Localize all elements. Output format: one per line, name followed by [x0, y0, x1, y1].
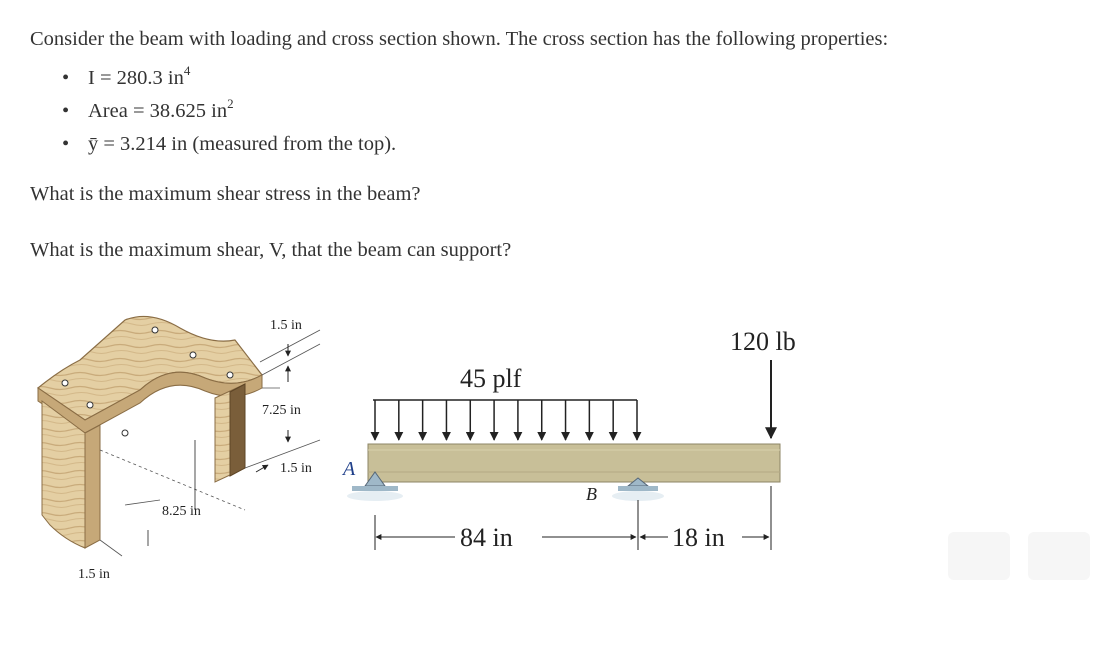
dim-web-thickness-label: 1.5 in: [280, 461, 312, 476]
distributed-load-arrows: [375, 400, 637, 440]
property-centroid-text: ȳ = 3.214 in (measured from the top).: [88, 133, 397, 155]
cross-section-drawing: [38, 316, 320, 582]
question-2: What is the maximum shear, V, that the beam can support?: [30, 239, 512, 261]
faint-button-left[interactable]: [948, 532, 1010, 580]
properties-list: [62, 62, 397, 161]
support-a-label: A: [343, 458, 356, 480]
span-ab-label: 84 in: [460, 523, 513, 552]
exponent: 2: [227, 96, 234, 111]
nail-icon: [122, 430, 128, 436]
question-1: What is the maximum shear stress in the beam?: [30, 183, 421, 205]
property-inertia: [62, 62, 396, 95]
bullet: •: [62, 67, 70, 89]
support-b-label: B: [586, 484, 597, 504]
property-centroid: [62, 128, 397, 161]
dim-flange-width-label: 8.25 in: [162, 504, 201, 519]
beam-drawing: [341, 327, 796, 552]
nail-icon: [190, 352, 196, 358]
exponent: 4: [183, 63, 191, 78]
property-area-text: Area = 38.625 in: [88, 100, 228, 122]
point-load-label: 120 lb: [730, 327, 796, 356]
nail-icon: [62, 380, 68, 386]
property-area: [62, 95, 396, 128]
bullet: •: [62, 133, 70, 155]
beam-figure: [30, 300, 810, 600]
nail-icon: [87, 402, 93, 408]
dim-top-flange-label: 1.5 in: [270, 318, 302, 333]
property-inertia-text: I = 280.3 in: [88, 67, 184, 89]
nail-icon: [152, 327, 158, 333]
intro-text: Consider the beam with loading and cross section shown. The cross section has the following properties:: [30, 28, 889, 50]
faint-button-right[interactable]: [1028, 532, 1090, 580]
dim-web-height-label: 7.25 in: [262, 403, 301, 418]
distributed-load-label: 45 plf: [460, 364, 522, 393]
dim-bottom-label: 1.5 in: [78, 567, 110, 582]
nail-icon: [227, 372, 233, 378]
span-overhang-label: 18 in: [672, 523, 725, 552]
bullet: •: [62, 100, 70, 122]
